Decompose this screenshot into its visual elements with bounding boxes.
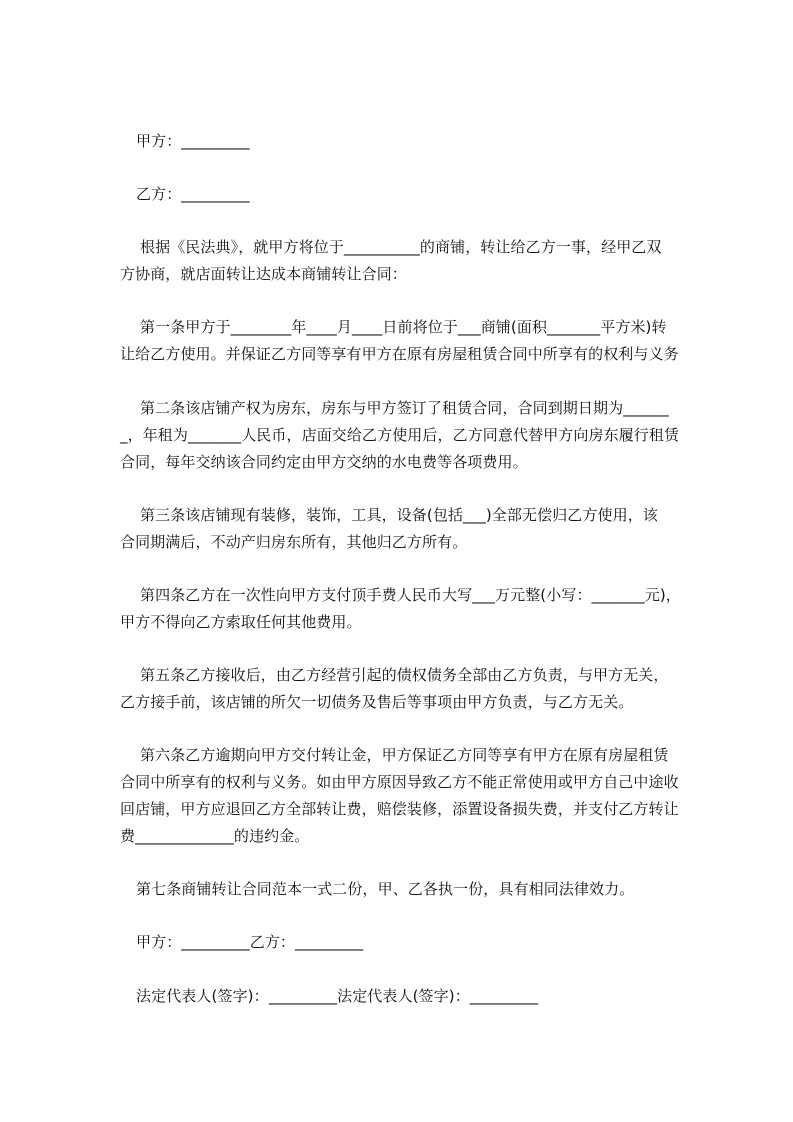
- article-6-line-3: 回店铺，甲方应退回乙方全部转让费，赔偿装修，添置设备损失费，并支付乙方转让: [120, 800, 679, 818]
- article-3-line-1: 第三条该店铺现有装修，装饰，工具，设备(包括___)全部无偿归乙方使用，该: [140, 506, 658, 524]
- article-2-line-1: 第二条该店铺产权为房东，房东与甲方签订了租赁合同，合同到期日期为______: [140, 399, 669, 417]
- article-7-line: 第七条商铺转让合同范本一式二份，甲、乙各执一份，具有相同法律效力。: [136, 880, 635, 898]
- article-5-line-1: 第五条乙方接收后，由乙方经营引起的债权债务全部由乙方负责，与甲方无关，: [140, 666, 669, 684]
- article-4-line-1: 第四条乙方在一次性向甲方支付顶手费人民币大写___万元整(小写：_______元)，: [140, 586, 681, 604]
- article-3-line-2: 合同期满后，不动产归房东所有，其他归乙方所有。: [120, 533, 468, 551]
- article-1-line-2: 让给乙方使用。并保证乙方同等享有甲方在原有房屋租赁合同中所享有的权利与义务: [120, 345, 679, 363]
- article-6-line-4: 费_____________的违约金。: [120, 827, 310, 845]
- signature-representatives-line: 法定代表人(签字)：_________法定代表人(签字)：_________: [136, 987, 539, 1005]
- intro-line-2: 方协商，就店面转让达成本商铺转让合同：: [120, 265, 407, 283]
- article-4-line-2: 甲方不得向乙方索取任何其他费用。: [120, 613, 362, 631]
- signature-parties-line: 甲方：_________乙方：_________: [136, 933, 364, 951]
- article-2-line-2: _，年租为_______人民币，店面交给乙方使用后，乙方同意代替甲方向房东履行租赁: [120, 426, 680, 444]
- article-2-line-3: 合同，每年交纳该合同约定由甲方交纳的水电费等各项费用。: [120, 453, 528, 471]
- article-5-line-2: 乙方接手前，该店铺的所欠一切债务及售后等事项由甲方负责，与乙方无关。: [120, 693, 634, 711]
- party-a-line: 甲方：_________: [136, 132, 250, 150]
- article-1-line-1: 第一条甲方于________年____月____日前将位于___商铺(面积_______平方米)转: [140, 318, 667, 336]
- article-6-line-1: 第六条乙方逾期向甲方交付转让金，甲方保证乙方同等享有甲方在原有房屋租赁: [140, 746, 669, 764]
- article-6-line-2: 合同中所享有的权利与义务。如由甲方原因导致乙方不能正常使用或甲方自己中途收: [120, 773, 679, 791]
- intro-line-1: 根据《民法典》，就甲方将位于__________的商铺，转让给乙方一事，经甲乙双: [140, 238, 662, 256]
- party-b-line: 乙方：_________: [136, 185, 250, 203]
